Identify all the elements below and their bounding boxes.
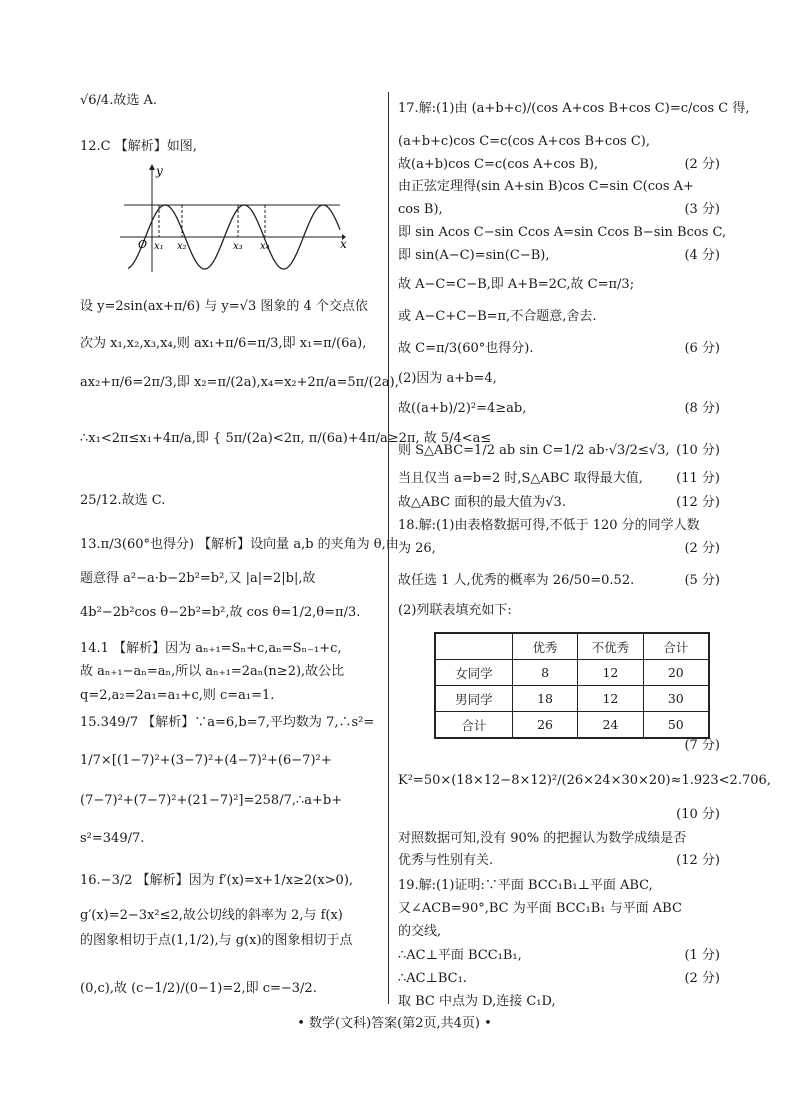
table-cell: 优秀 bbox=[512, 633, 577, 660]
left-line: ax₂+π/6=2π/3,即 x₂=π/(2a),x₄=x₂+2π/a=5π/(2a), bbox=[80, 375, 399, 390]
point-x1: x₁ bbox=[154, 241, 164, 252]
left-line: 14.1 【解析】因为 aₙ₊₁=Sₙ+c,aₙ=Sₙ₋₁+c, bbox=[80, 641, 342, 656]
left-line: √6/4.故选 A. bbox=[80, 93, 157, 108]
left-line: 1/7×[(1−7)²+(3−7)²+(4−7)²+(6−7)²+ bbox=[80, 753, 332, 768]
score-mark: (1 分) bbox=[684, 948, 720, 963]
left-line: 故 aₙ₊₁−aₙ=aₙ,所以 aₙ₊₁=2aₙ(n≥2),故公比 bbox=[80, 664, 345, 679]
table-cell: 合计 bbox=[643, 633, 709, 660]
left-line: 题意得 a²−a·b−2b²=b²,又 |a|=2|b|,故 bbox=[80, 571, 316, 586]
right-line: 的交线, bbox=[398, 924, 442, 939]
score-mark: (2 分) bbox=[684, 157, 720, 172]
right-line: 优秀与性别有关. bbox=[398, 853, 494, 868]
right-line: 当且仅当 a=b=2 时,S△ABC 取得最大值, bbox=[398, 471, 643, 486]
score-mark: (12 分) bbox=[676, 495, 720, 510]
right-line: 则 S△ABC=1/2 ab sin C=1/2 ab·√3/2≤√3, bbox=[398, 443, 670, 458]
table-cell: 合计 bbox=[435, 712, 512, 739]
right-line: (2)因为 a+b=4, bbox=[398, 371, 497, 386]
right-line: 对照数据可知,没有 90% 的把握认为数学成绩是否 bbox=[398, 831, 687, 846]
left-line: s²=349/7. bbox=[80, 831, 145, 846]
right-line: 17.解:(1)由 (a+b+c)/(cos A+cos B+cos C)=c/cos C 得, bbox=[398, 101, 750, 116]
left-line: 16.−3/2 【解析】因为 f′(x)=x+1/x≥2(x>0), bbox=[80, 873, 354, 888]
point-x4: x₄ bbox=[260, 241, 270, 252]
right-line: 18.解:(1)由表格数据可得,不低于 120 分的同学人数 bbox=[398, 518, 700, 533]
right-line: 或 A−C+C−B=π,不合题意,舍去. bbox=[398, 309, 597, 324]
origin-label: O bbox=[138, 238, 148, 251]
x-axis-label: x bbox=[340, 237, 347, 251]
point-x2: x₂ bbox=[177, 241, 187, 252]
table-cell: 24 bbox=[578, 712, 643, 739]
right-line: (2)列联表填充如下: bbox=[398, 603, 512, 618]
right-line: 故(a+b)cos C=c(cos A+cos B), bbox=[398, 157, 599, 172]
table-cell: 12 bbox=[578, 686, 643, 712]
table-row bbox=[435, 712, 709, 739]
score-mark: (12 分) bbox=[676, 853, 720, 868]
y-axis-label: y bbox=[156, 164, 163, 178]
table-cell: 12 bbox=[578, 660, 643, 686]
left-line: 次为 x₁,x₂,x₃,x₄,则 ax₁+π/6=π/3,即 x₁=π/(6a), bbox=[80, 336, 367, 351]
right-line: ∴AC⊥平面 BCC₁B₁, bbox=[398, 948, 522, 963]
sine-graph bbox=[114, 162, 346, 274]
left-line: (0,c),故 (c−1/2)/(0−1)=2,即 c=−3/2. bbox=[80, 981, 317, 996]
right-line: 又∠ACB=90°,BC 为平面 BCC₁B₁ 与平面 ABC bbox=[398, 901, 682, 916]
score-mark: (2 分) bbox=[684, 971, 720, 986]
table-cell bbox=[435, 633, 512, 660]
table-cell: 8 bbox=[512, 660, 577, 686]
point-x3: x₃ bbox=[233, 241, 243, 252]
right-line: 为 26, bbox=[398, 541, 436, 556]
left-line: g′(x)=2−3x²≤2,故公切线的斜率为 2,与 f(x) bbox=[80, 908, 343, 923]
score-mark: (6 分) bbox=[684, 341, 720, 356]
right-line: 由正弦定理得(sin A+sin B)cos C=sin C(cos A+ bbox=[398, 179, 694, 194]
score-mark: (7 分) bbox=[684, 738, 720, 753]
column-divider bbox=[388, 92, 389, 1004]
table-cell: 女同学 bbox=[435, 660, 512, 686]
left-line: ∴x₁<2π≤x₁+4π/a,即 { 5π/(2a)<2π, π/(6a)+4π/a≥2π, 故 5/4<a≤ bbox=[80, 431, 492, 446]
left-line: 12.C 【解析】如图, bbox=[80, 139, 197, 154]
score-mark: (5 分) bbox=[684, 573, 720, 588]
right-line: 即 sin(A−C)=sin(C−B), bbox=[398, 248, 550, 263]
left-line: 15.349/7 【解析】∵a=6,b=7,平均数为 7,∴s²= bbox=[80, 715, 375, 730]
right-line: ∴AC⊥BC₁. bbox=[398, 971, 467, 986]
table-cell: 不优秀 bbox=[578, 633, 643, 660]
left-line: 设 y=2sin(ax+π/6) 与 y=√3 图象的 4 个交点依 bbox=[80, 299, 368, 314]
left-line: (7−7)²+(7−7)²+(21−7)²]=258/7,∴a+b+ bbox=[80, 793, 343, 808]
score-mark: (11 分) bbox=[676, 471, 720, 486]
right-line: 故任选 1 人,优秀的概率为 26/50=0.52. bbox=[398, 573, 635, 588]
right-line: 故 C=π/3(60°也得分). bbox=[398, 341, 534, 356]
right-line: (a+b+c)cos C=c(cos A+cos B+cos C), bbox=[398, 134, 650, 149]
table-cell: 30 bbox=[643, 686, 709, 712]
score-mark: (10 分) bbox=[676, 807, 720, 822]
score-mark: (8 分) bbox=[684, 401, 720, 416]
table-cell: 26 bbox=[512, 712, 577, 739]
score-mark: (3 分) bbox=[684, 202, 720, 217]
right-line: 取 BC 中点为 D,连接 C₁D, bbox=[398, 994, 556, 1009]
right-line: 故((a+b)/2)²=4≥ab, bbox=[398, 401, 527, 416]
table-cell: 男同学 bbox=[435, 686, 512, 712]
table-cell: 20 bbox=[643, 660, 709, 686]
score-mark: (2 分) bbox=[684, 541, 720, 556]
right-line: 即 sin Acos C−sin Ccos A=sin Ccos B−sin Bcos C, bbox=[398, 225, 727, 240]
score-mark: (10 分) bbox=[676, 443, 720, 458]
table-header-row bbox=[435, 633, 709, 660]
left-line: q=2,a₂=2a₁=a₁+c,则 c=a₁=1. bbox=[80, 688, 275, 703]
left-line: 25/12.故选 C. bbox=[80, 493, 166, 508]
right-line: 故 A−C=C−B,即 A+B=2C,故 C=π/3; bbox=[398, 277, 635, 292]
right-line: 19.解:(1)证明:∵平面 BCC₁B₁⊥平面 ABC, bbox=[398, 878, 653, 893]
table-row bbox=[435, 660, 709, 686]
page-footer: • 数学(文科)答案(第2页,共4页) • bbox=[297, 1016, 492, 1031]
left-line: 13.π/3(60°也得分) 【解析】设向量 a,b 的夹角为 θ,由 bbox=[80, 537, 399, 552]
table-row bbox=[435, 686, 709, 712]
left-line: 4b²−2b²cos θ−2b²=b²,故 cos θ=1/2,θ=π/3. bbox=[80, 605, 361, 620]
right-line: 故△ABC 面积的最大值为√3. bbox=[398, 495, 566, 510]
table-cell: 50 bbox=[643, 712, 709, 739]
contingency-table bbox=[434, 632, 710, 739]
right-line: K²=50×(18×12−8×12)²/(26×24×30×20)≈1.923<2.706, bbox=[398, 773, 771, 788]
right-line: cos B), bbox=[398, 202, 443, 217]
table-cell: 18 bbox=[512, 686, 577, 712]
left-line: 的图象相切于点(1,1/2),与 g(x)的图象相切于点 bbox=[80, 933, 353, 948]
score-mark: (4 分) bbox=[684, 248, 720, 263]
